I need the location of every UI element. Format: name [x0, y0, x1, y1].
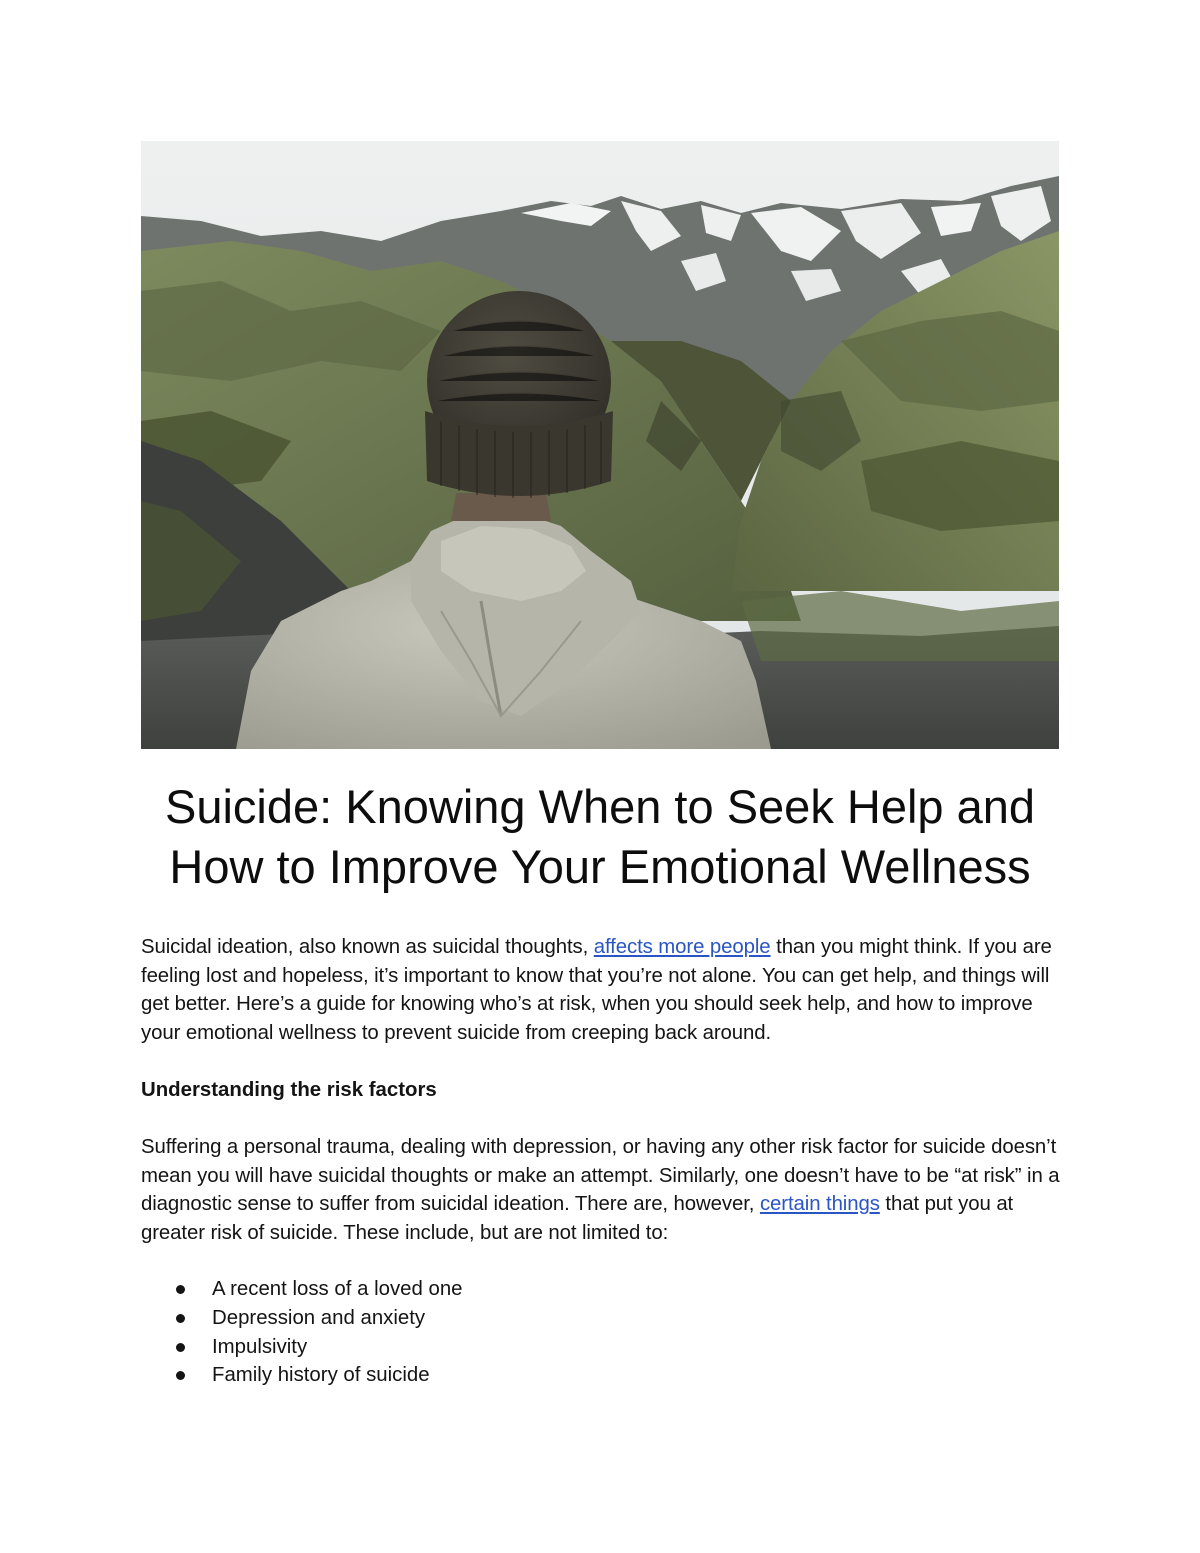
bullet-icon — [176, 1371, 185, 1380]
article-title-line-1: Suicide: Knowing When to Seek Help and — [164, 780, 1036, 833]
article-title-line-2: How to Improve Your Emotional Wellness — [169, 840, 1031, 893]
intro-paragraph — [141, 933, 1071, 1047]
list-item — [141, 1304, 463, 1333]
hero-image — [141, 141, 1059, 749]
list-item-text: Family history of suicide — [212, 1364, 430, 1387]
bullet-icon — [176, 1343, 185, 1352]
certain-things-link[interactable]: certain things — [759, 1193, 880, 1216]
list-item-text: Depression and anxiety — [212, 1306, 426, 1329]
list-item-text: Impulsivity — [212, 1335, 308, 1358]
risk-paragraph — [141, 1133, 1071, 1247]
article-title — [100, 777, 1100, 897]
risk-text-start: Suffering a personal trauma, dealing with depression, or having any other risk factor for suicide doesn’t mean you will have suicidal thoughts or make an attempt. Similarly, one doesn’t have to be “at risk” in a diagnostic sense to suffer from suicidal ideation. There are, however, — [141, 1136, 1060, 1216]
bullet-icon — [176, 1285, 185, 1294]
affects-more-people-link[interactable]: affects more people — [593, 936, 771, 958]
intro-text-end: than you might think. If you are feeling lost and hopeless, it’s important to know that you’re not alone. You can get help, and things will get better. Here’s a guide for knowing who’s at risk, when you should seek help, and how to improve your emotional wellness to prevent suicide from creeping back around. — [141, 936, 1052, 1044]
list-item — [141, 1275, 463, 1304]
risk-factors-list — [141, 1275, 463, 1390]
hero-photo-illustration — [141, 141, 1059, 749]
section-heading: Understanding the risk factors — [141, 1079, 437, 1101]
intro-text-start: Suicidal ideation, also known as suicidal thoughts, — [141, 936, 594, 958]
bullet-icon — [176, 1314, 185, 1323]
list-item — [141, 1361, 463, 1390]
list-item — [141, 1333, 463, 1362]
risk-text-end: that put you at greater risk of suicide. These include, but are not limited to: — [141, 1193, 1014, 1244]
list-item-text: A recent loss of a loved one — [212, 1278, 463, 1300]
